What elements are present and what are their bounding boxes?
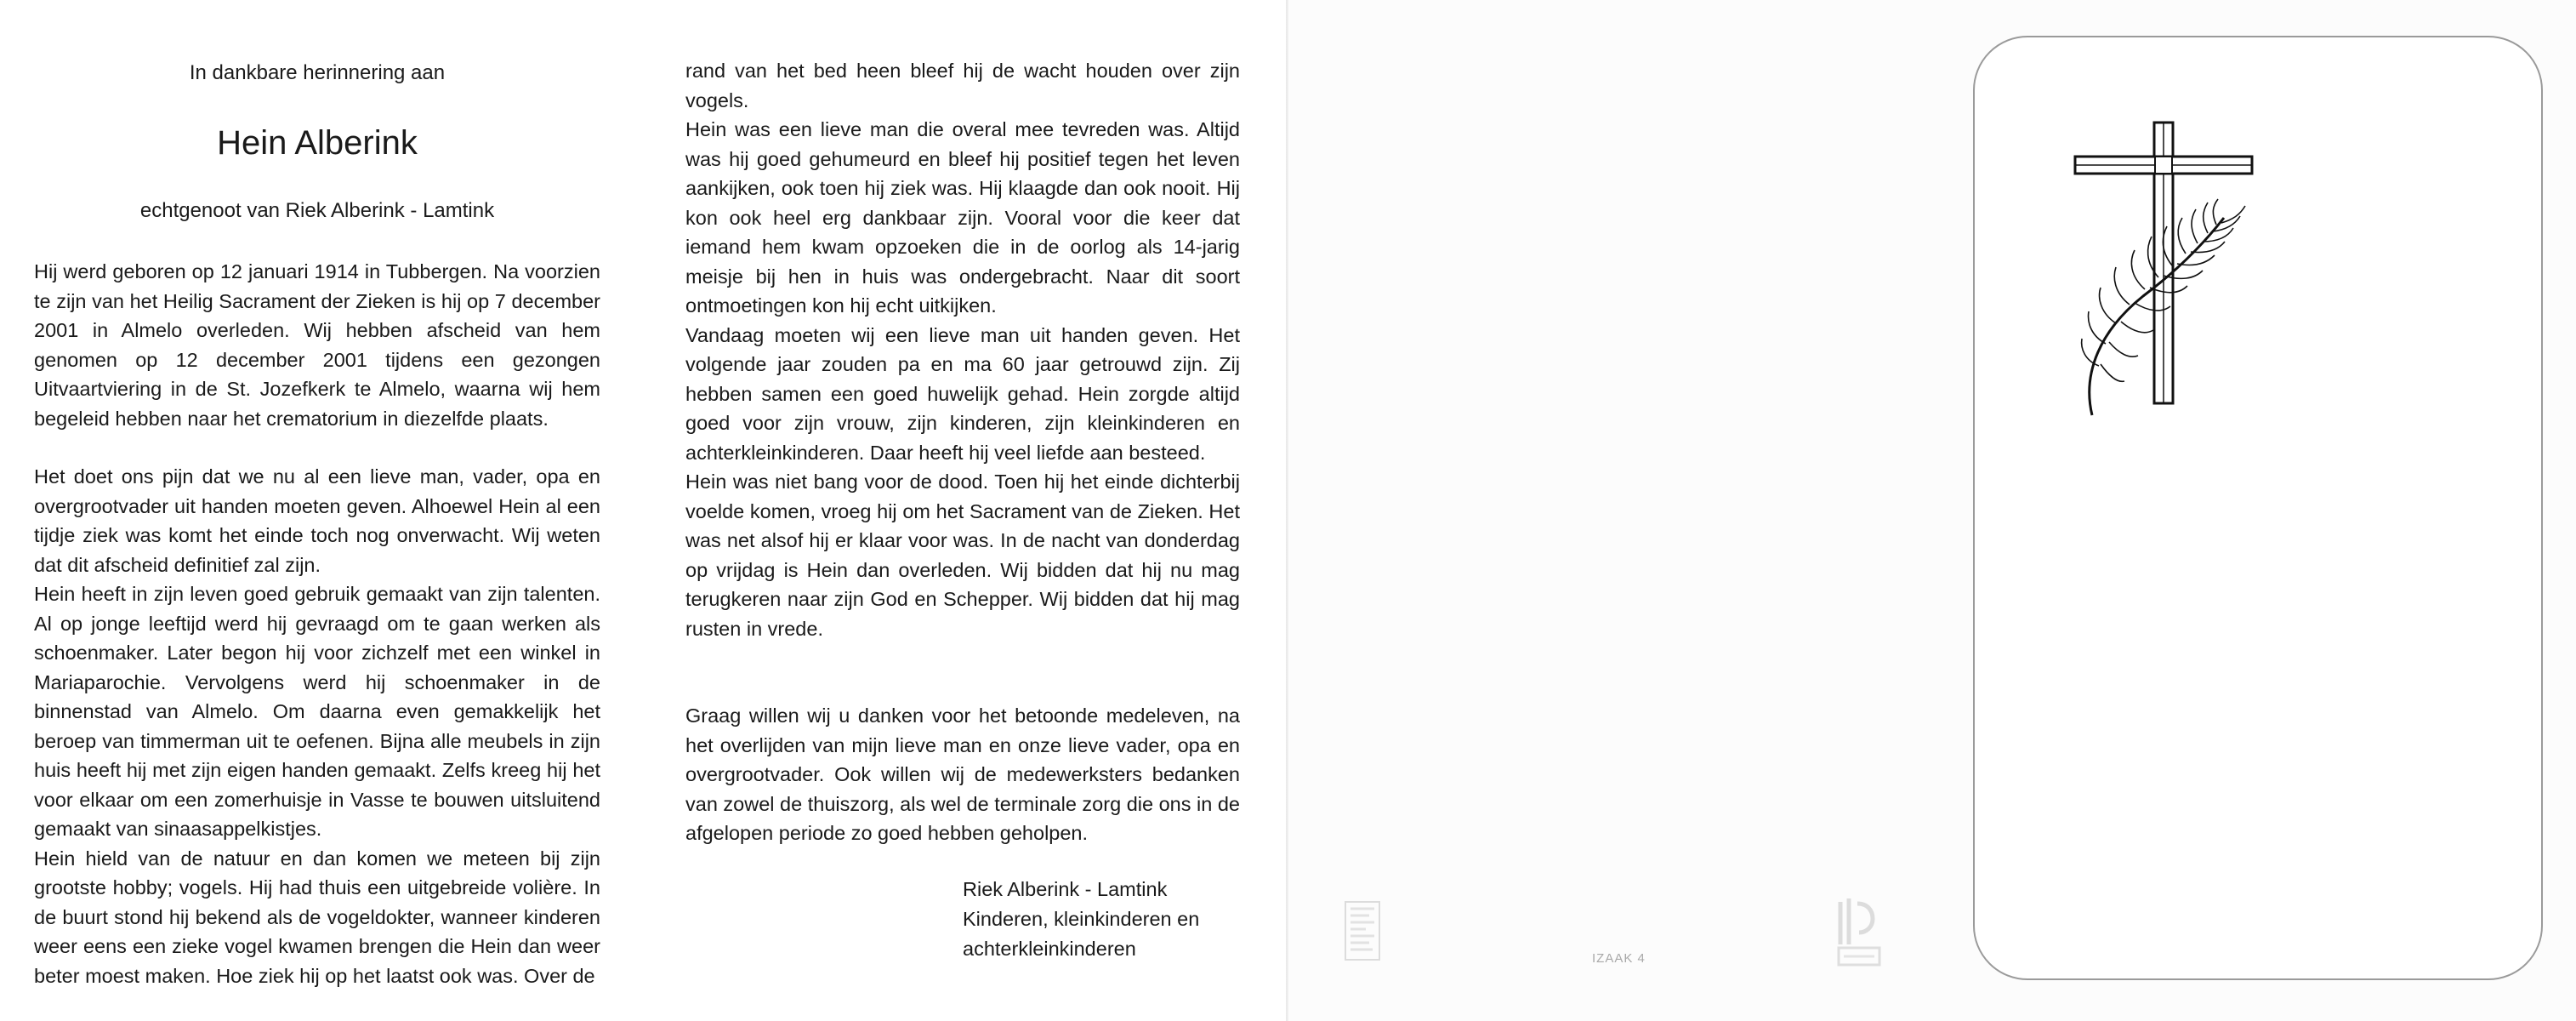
intro-line: In dankbare herinnering aan [189,61,446,84]
paragraph-birds: rand van het bed heen bleef hij de wacht houden over zijn vogels. [685,60,1240,111]
paragraph-farewell: Het doet ons pijn dat we nu al een lieve man, vader, opa en overgrootvader uit handen moeten geven. Alhoewel Hein al een tijdje ziek was komt het einde toch nog onverwacht. Wij weten dat dit afscheid definitief zal zijn. [34,465,600,576]
page-left-body [34,257,600,990]
cross-with-palm-icon [2067,117,2262,424]
signature-line: Riek Alberink - Lamtink [963,878,1168,900]
deceased-name: Hein Alberink [217,124,418,162]
paragraph-nature: Hein hield van de natuur en dan komen we meteen bij zijn grootste hobby; vogels. Hij had thuis een uitgebreide volière. In de buurt stond hij bekend als de vogeldokter, wanneer kinderen weer eens een zieke vogel kwamen brengen die Hein dan weer beter moest maken. Hoe ziek hij op het laatst ook was. Over de [34,847,600,987]
paragraph-birth: Hij werd geboren op 12 januari 1914 in Tubbergen. Na voorzien te zijn van het Heilig Sacrament der Zieken is hij op 7 december 2001 in Almelo overleden. Wij hebben afscheid van hem genomen op 12 december 2001 tijdens een gezongen Uitvaartviering in de St. Jozefkerk te Almelo, waarna wij hem begeleid hebben naar het crematorium in diezelfde plaats. [34,260,600,430]
printer-logo-icon [1834,893,1885,970]
signature-line: Kinderen, kleinkinderen en [963,908,1200,930]
printer-code: IZAAK 4 [1592,951,1646,966]
paragraph-thanks: Graag willen wij u danken voor het betoonde medeleven, na het overlijden van mijn lieve man en onze lieve vader, opa en overgrootvader. Ook willen wij de medewerksters bedanken van zowel de thuiszorg, als wel de terminale zorg die ons in de afgelopen periode zo goed hebben geholpen. [685,704,1240,844]
paragraph-family: Vandaag moeten wij een lieve man uit handen geven. Het volgende jaar zouden pa en ma 60 jaar getrouwd zijn. Zij hebben samen een goed huwelijk gehad. Hein zorgde altijd goed voor zijn vrouw, zijn kinderen, zijn kleinkinderen en achterkleinkinderen. Daar heeft hij veel liefde aan besteed. [685,323,1240,464]
page-right [685,0,1240,1021]
paragraph-character: Hein was een lieve man die overal mee tevreden was. Altijd was hij goed gehumeurd en bleef hij positief tegen het leven aankijken, ook toen hij ziek was. Hij klaagde dan ook nooit. Hij kon ook heel erg dankbaar zijn. Vooral voor die keer dat iemand hem kwam opzoeken die in de oorlog als 14-jarig meisje bij hen in huis was ondergebracht. Naar dit soort ontmoetingen kon hij echt uitkijken. [685,118,1240,317]
signature-block [963,875,1243,964]
page-right-body [685,56,1240,643]
signature-line: achterkleinkinderen [963,938,1136,960]
printer-mark-icon [1344,900,1381,961]
page-left [34,0,600,1021]
paragraph-talents: Hein heeft in zijn leven goed gebruik gemaakt van zijn talenten. Al op jonge leeftijd werd hij gevraagd om te gaan werken als schoenmaker. Later begon hij voor zichzelf met een winkel in Mariaparochie. Vervolgens werd hij schoenmaker in de binnenstad van Almelo. Om daarna even gemakkelijk het beroep van timmerman uit te oefenen. Bijna alle meubels in zijn huis heeft hij met zijn eigen handen gemaakt. Zelfs kreeg hij het voor elkaar om een zomerhuisje in Vasse te bouwen uitsluitend gemaakt van sinaasappelkistjes. [34,583,600,840]
spouse-line: echtgenoot van Riek Alberink - Lamtink [139,199,495,222]
paragraph-death: Hein was niet bang voor de dood. Toen hij het einde dichterbij voelde komen, vroeg hij om het Sacrament van de Zieken. Het was net alsof hij er klaar voor was. In de nacht van donderdag op vrijdag is Hein dan overleden. Wij bidden dat hij nu mag terugkeren naar zijn God en Schepper. Wij bidden dat hij mag rusten in vrede. [685,471,1240,640]
